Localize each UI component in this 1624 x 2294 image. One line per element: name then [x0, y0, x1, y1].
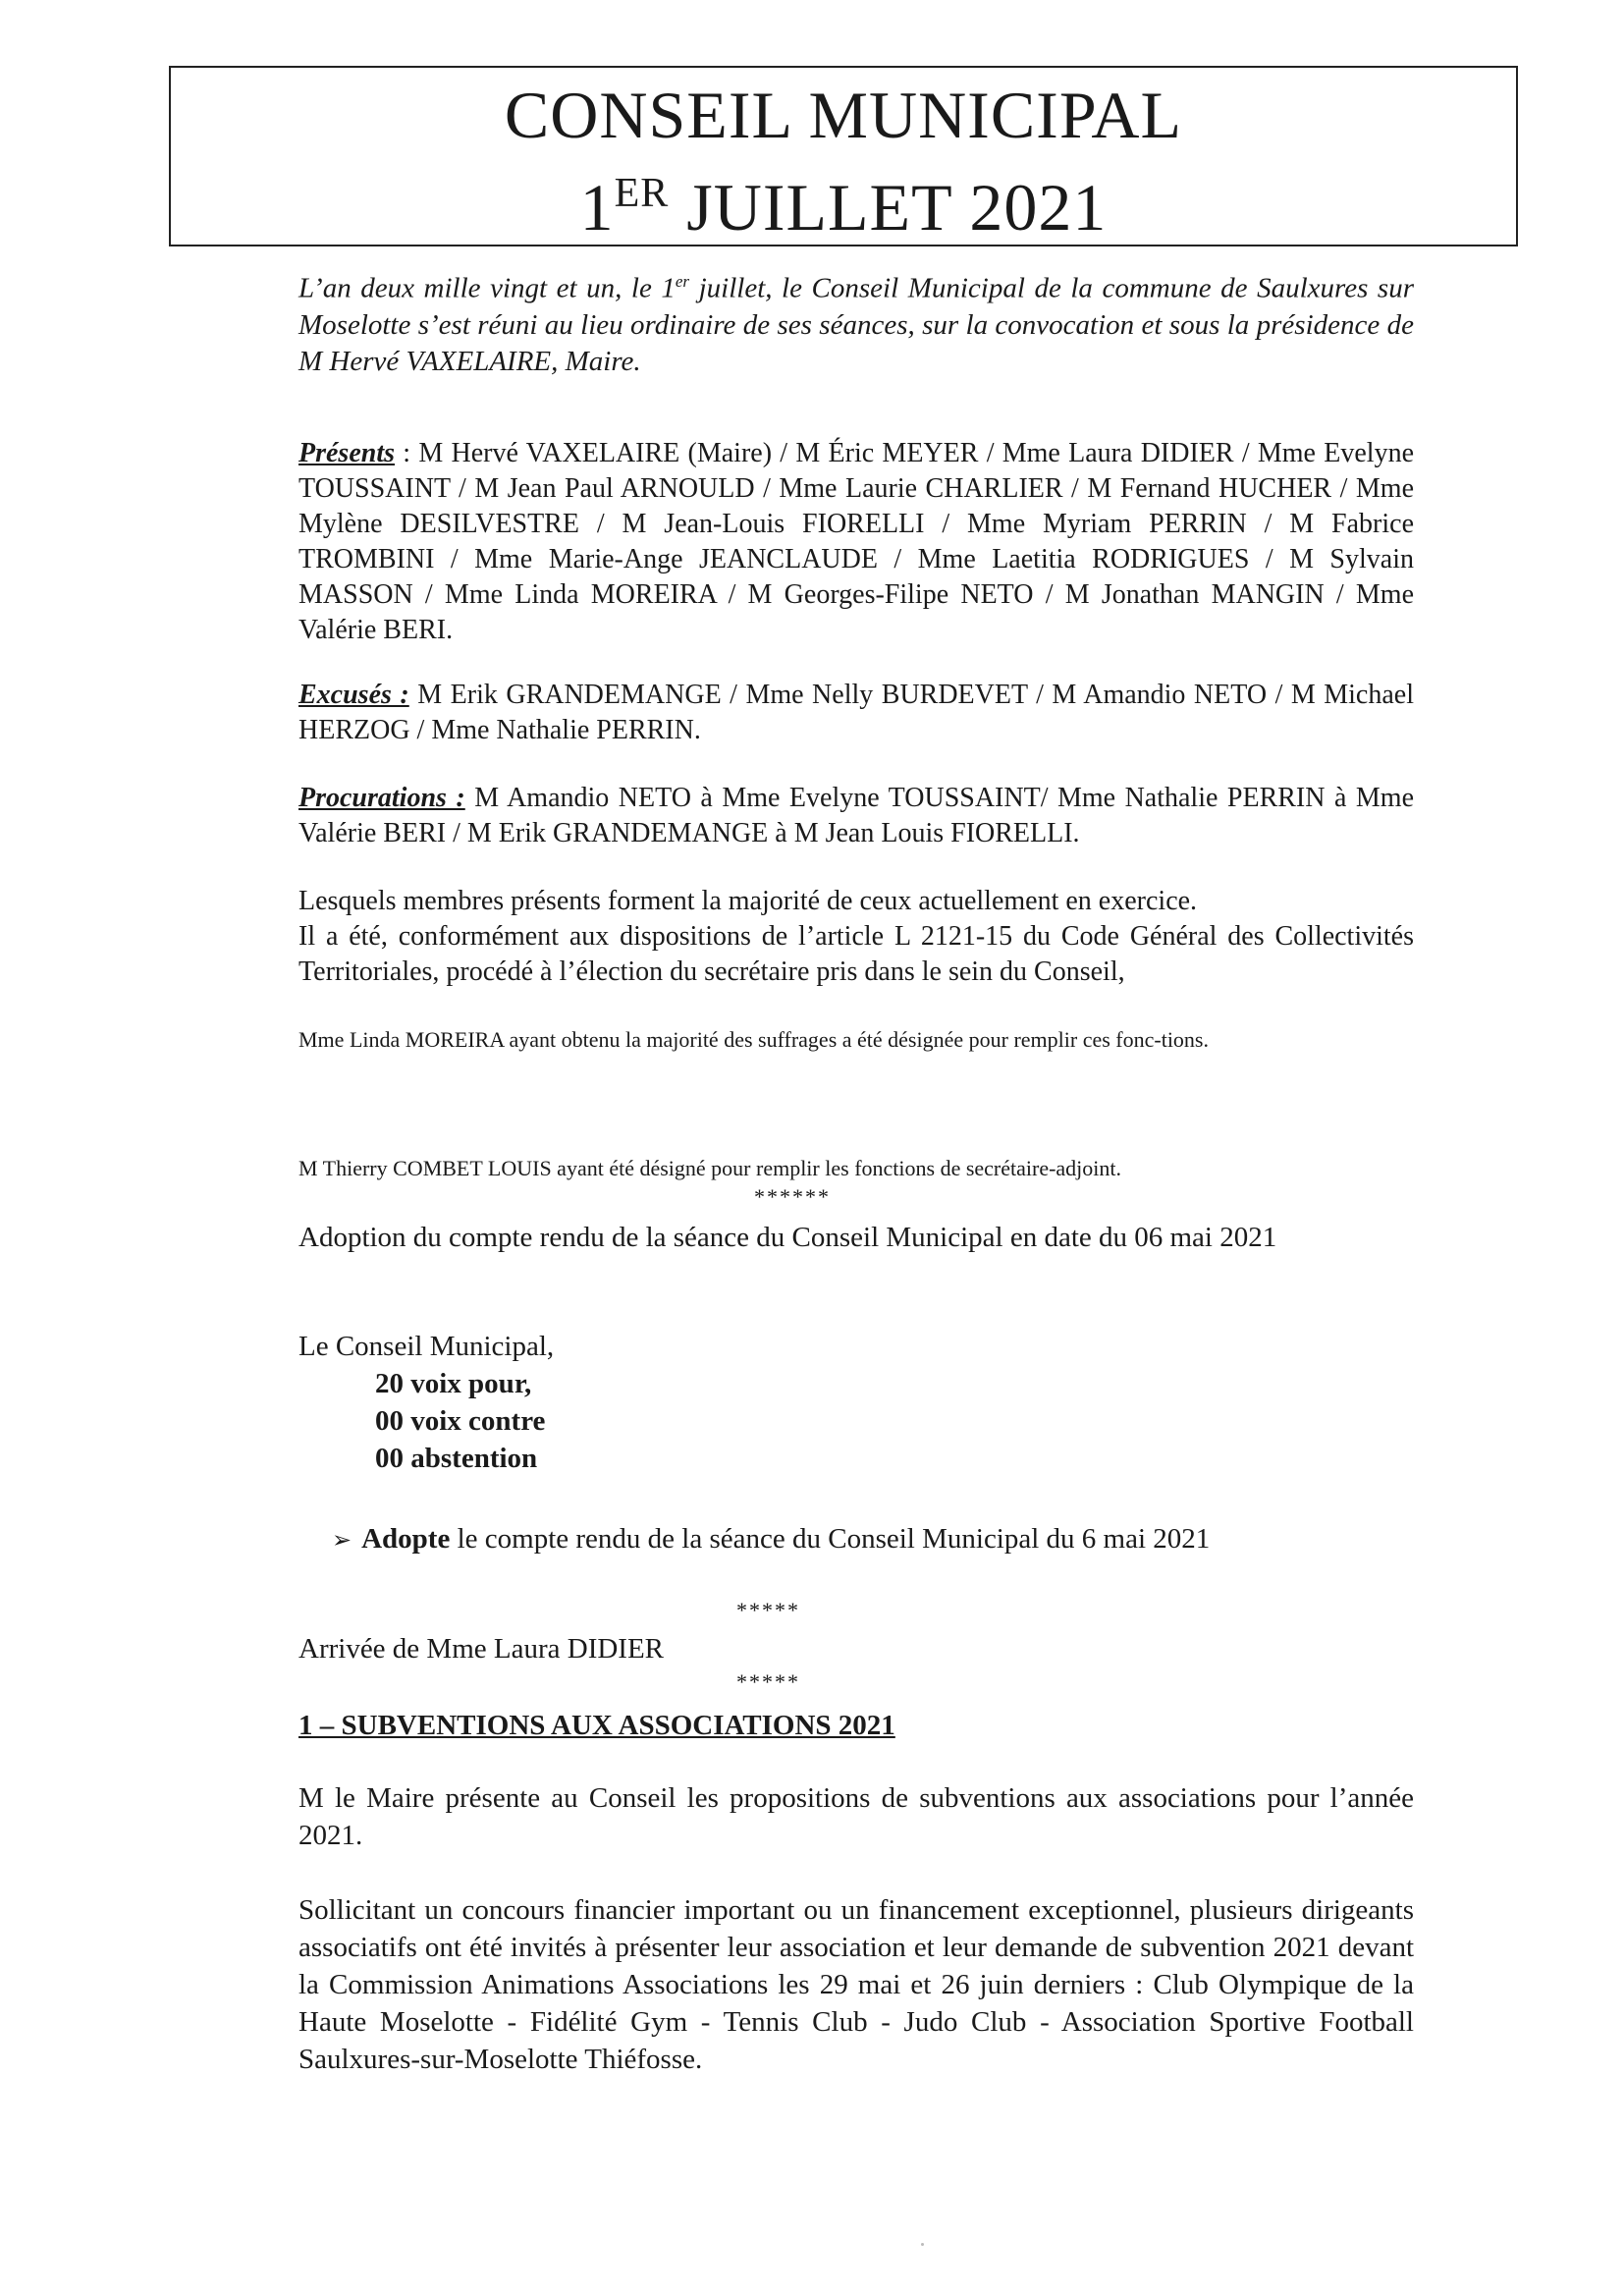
votes-against: 00 voix contre — [375, 1405, 546, 1437]
arrow-bullet-icon: ➢ — [332, 1526, 352, 1554]
procurations-paragraph — [298, 781, 1414, 851]
presents-label: Présents — [298, 438, 395, 468]
date-day-suffix: ER — [614, 171, 670, 216]
excuses-paragraph — [298, 678, 1414, 748]
presents-list: : M Hervé VAXELAIRE (Maire) / M Éric MEYER / Mme Laura DIDIER / Mme Evelyne TOUSSAINT / M Jean Paul ARNOULD / Mme Laurie CHARLIER / M Fernand HUCHER / Mme Mylène DESILVESTRE / M Jean-Louis FIORELLI / Mme Myriam PERRIN / M Fabrice TROMBINI / Mme Marie-Ange JEANCLAUDE / Mme Laetitia RODRIGUES / M Sylvain MASSON / Mme Linda MOREIRA / M Georges-Filipe NETO / M Jonathan MANGIN / Mme Valérie BERI. — [298, 438, 1414, 645]
scan-mark — [921, 2243, 924, 2246]
decision-verb: Adopte — [361, 1523, 451, 1555]
votes-for: 20 voix pour, — [375, 1368, 532, 1399]
secretary-paragraph: Mme Linda MOREIRA ayant obtenu la majorité des suffrages a été désignée pour remplir ces fonc-tions. — [298, 1027, 1209, 1052]
intro-paragraph — [298, 263, 1414, 380]
separator-2: ***** — [736, 1598, 800, 1622]
mayor-presentation-paragraph: M le Maire présente au Conseil les propositions de subventions aux associations pour l’année 2021. — [298, 1782, 1414, 1851]
section-heading: 1 – SUBVENTIONS AUX ASSOCIATIONS 2021 — [298, 1710, 895, 1741]
title-box — [169, 66, 1518, 246]
election-line: Il a été, conformément aux dispositions de l’article L 2121-15 du Code Général des Collectivités Territoriales, procédé à l’élection du secrétaire pris dans le sein du Conseil, — [298, 921, 1414, 987]
document-title: CONSEIL MUNICIPAL — [504, 78, 1183, 152]
votes-abstention: 00 abstention — [375, 1443, 538, 1474]
arrival-note: Arrivée de Mme Laura DIDIER — [298, 1633, 665, 1665]
date-month-year: JUILLET 2021 — [669, 170, 1108, 245]
quorum-line: Lesquels membres présents forment la majorité de ceux actuellement en exercice. — [298, 886, 1198, 916]
presents-paragraph — [298, 436, 1414, 648]
date-day: 1 — [579, 170, 615, 245]
votes-block — [375, 1365, 545, 1477]
excuses-list: M Erik GRANDEMANGE / Mme Nelly BURDEVET / M Amandio NETO / M Michael HERZOG / Mme Nathalie PERRIN. — [298, 680, 1414, 745]
procurations-label: Procurations : — [298, 783, 465, 813]
intro-text-1: L’an deux mille vingt et un, le 1 — [298, 272, 676, 304]
council-label: Le Conseil Municipal, — [298, 1331, 555, 1362]
separator-1: ****** — [754, 1184, 831, 1209]
excuses-label: Excusés : — [298, 680, 409, 710]
adoption-paragraph: Adoption du compte rendu de la séance du Conseil Municipal en date du 06 mai 2021 — [298, 1222, 1277, 1253]
intro-sup: er — [675, 272, 690, 291]
decision-line — [332, 1520, 1210, 1558]
procurations-list: M Amandio NETO à Mme Evelyne TOUSSAINT/ Mme Nathalie PERRIN à Mme Valérie BERI / M Erik GRANDEMANGE à M Jean Louis FIORELLI. — [298, 783, 1414, 848]
document-date — [171, 154, 1516, 246]
decision-text: le compte rendu de la séance du Conseil Municipal du 6 mai 2021 — [450, 1523, 1211, 1555]
associations-paragraph: Sollicitant un concours financier important ou un financement exceptionnel, plusieurs dirigeants associatifs ont été invités à présenter leur association et leur demande de subvention 2021 devant la Commission Animations Associations les 29 mai et 26 juin derniers : Club Olympique de la Haute Moselotte - Fidélité Gym - Tennis Club - Judo Club - Association Sportive Football Saulxures-sur-Moselotte Thiéfosse. — [298, 1894, 1414, 2075]
intro-text-2: juillet, le Conseil Municipal de la commune de Saulxures sur Moselotte s’est réuni au lieu ordinaire de ses séances, sur la convocation et sous la présidence de M Hervé VAXELAIRE, Maire. — [298, 272, 1414, 377]
separator-3: ***** — [736, 1669, 800, 1694]
quorum-paragraph — [298, 884, 1414, 990]
deputy-secretary-paragraph: M Thierry COMBET LOUIS ayant été désigné pour remplir les fonctions de secrétaire-adjoint. — [298, 1156, 1122, 1180]
